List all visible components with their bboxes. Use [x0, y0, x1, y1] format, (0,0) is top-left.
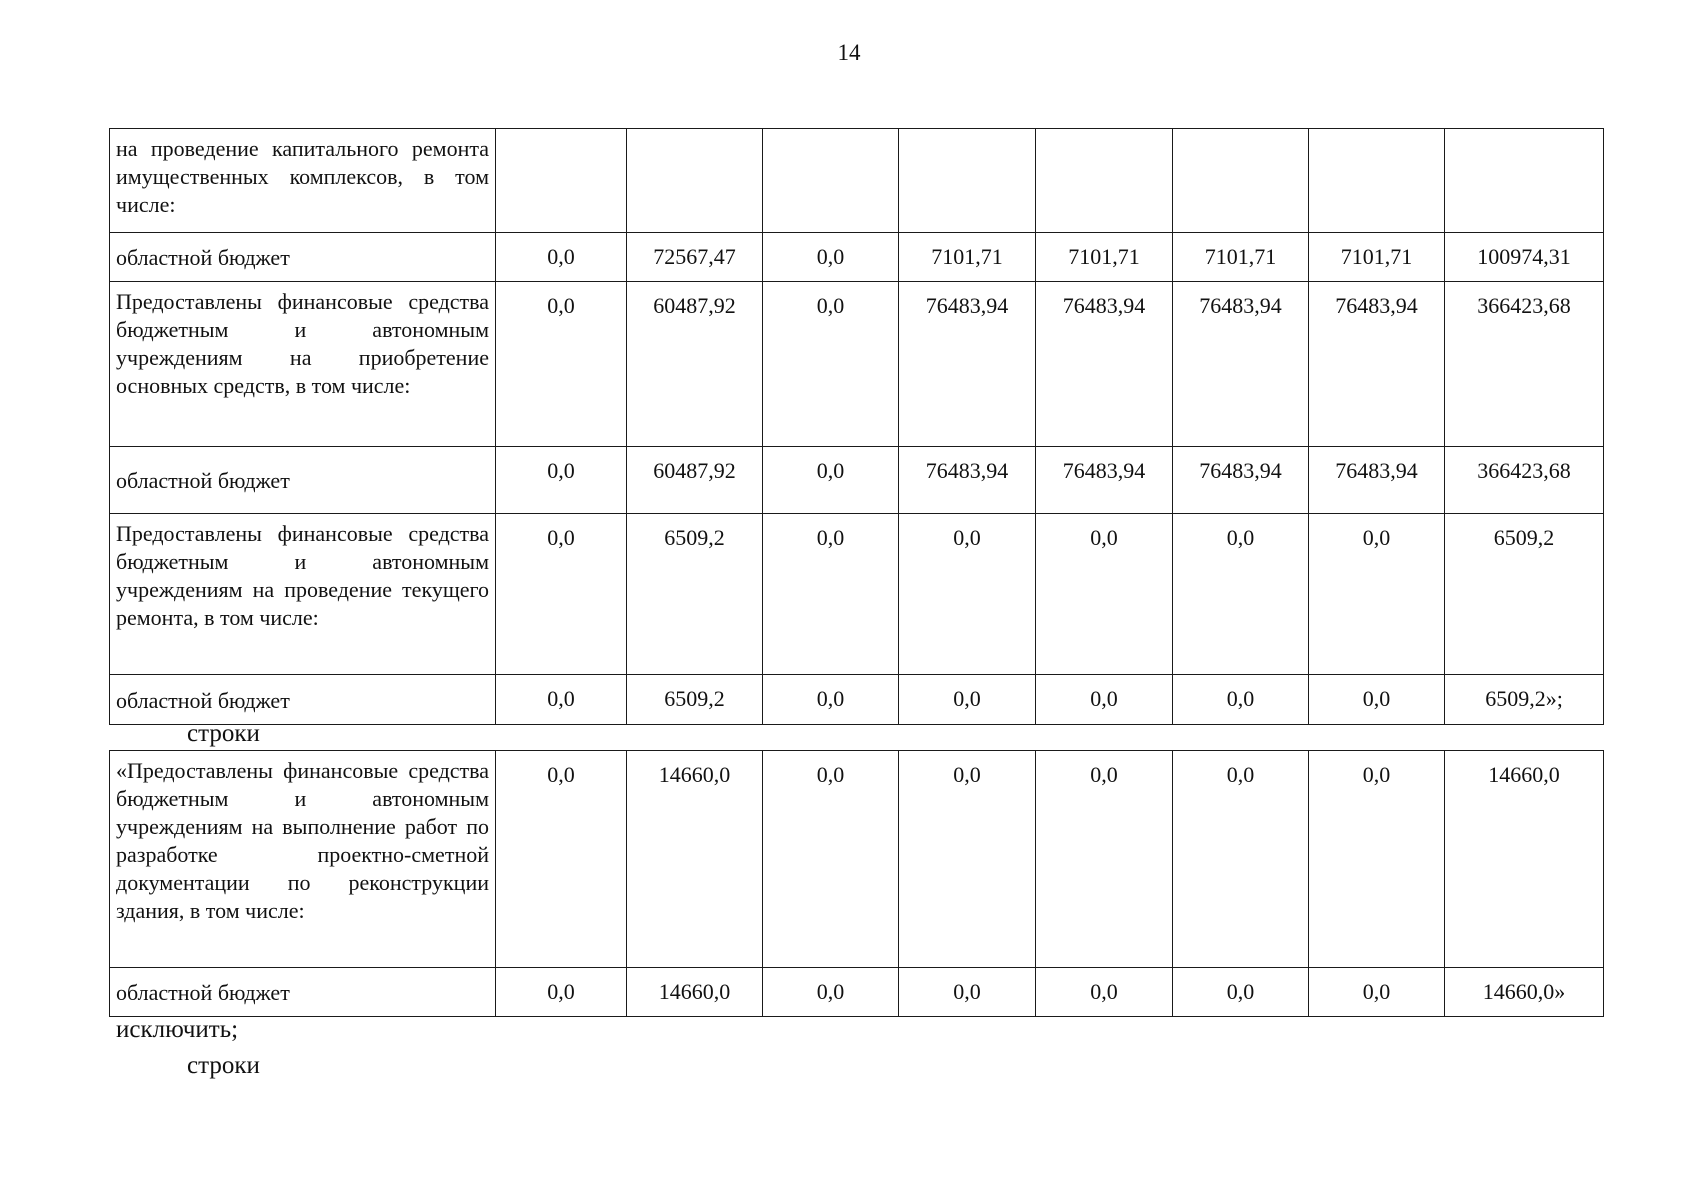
value-cell: 0,0 [1309, 675, 1445, 725]
value-cell [627, 129, 763, 233]
caption-stroki: строки [187, 720, 260, 747]
row-label: областной бюджет [110, 675, 496, 725]
table-row [110, 514, 1604, 675]
value-cell: 0,0 [496, 968, 627, 1017]
value-cell: 76483,94 [1036, 447, 1173, 514]
value-cell: 76483,94 [1173, 282, 1309, 447]
caption-isklyuchit: исключить; [116, 1016, 239, 1043]
budget-table-1-body [110, 129, 1604, 725]
value-cell: 0,0 [1309, 751, 1445, 968]
table-row [110, 282, 1604, 447]
value-cell: 0,0 [496, 282, 627, 447]
value-cell: 6509,2 [627, 675, 763, 725]
value-cell: 14660,0 [627, 751, 763, 968]
table-row [110, 129, 1604, 233]
value-cell: 14660,0 [1445, 751, 1604, 968]
value-cell: 6509,2»; [1445, 675, 1604, 725]
value-cell: 0,0 [496, 233, 627, 282]
value-cell: 7101,71 [1036, 233, 1173, 282]
value-cell: 0,0 [1173, 751, 1309, 968]
value-cell: 0,0 [496, 751, 627, 968]
table-row [110, 968, 1604, 1017]
value-cell [1445, 129, 1604, 233]
value-cell: 0,0 [763, 751, 899, 968]
value-cell: 0,0 [899, 968, 1036, 1017]
value-cell [496, 129, 627, 233]
value-cell: 76483,94 [899, 447, 1036, 514]
value-cell [1173, 129, 1309, 233]
value-cell: 0,0 [1309, 968, 1445, 1017]
value-cell: 366423,68 [1445, 447, 1604, 514]
value-cell [763, 129, 899, 233]
value-cell: 0,0 [1036, 968, 1173, 1017]
value-cell: 0,0 [763, 233, 899, 282]
row-label: Предоставлены финансовые средства бюджетным и автономным учреждениям на проведение текущего ремонта, в том числе: [110, 514, 496, 675]
value-cell: 76483,94 [1309, 447, 1445, 514]
value-cell: 0,0 [496, 447, 627, 514]
value-cell: 7101,71 [1173, 233, 1309, 282]
value-cell: 0,0 [496, 675, 627, 725]
value-cell: 60487,92 [627, 282, 763, 447]
value-cell: 0,0 [763, 514, 899, 675]
value-cell: 0,0 [763, 675, 899, 725]
budget-table-2-body [110, 751, 1604, 1017]
row-label: «Предоставлены финансовые средства бюджетным и автономным учреждениям на выполнение работ по разработке проектно-сметной документации по реконструкции здания, в том числе: [110, 751, 496, 968]
value-cell: 14660,0» [1445, 968, 1604, 1017]
budget-table-2 [109, 750, 1604, 1017]
value-cell: 72567,47 [627, 233, 763, 282]
value-cell: 0,0 [899, 514, 1036, 675]
value-cell: 76483,94 [899, 282, 1036, 447]
page-number: 14 [837, 40, 861, 65]
value-cell [1036, 129, 1173, 233]
value-cell: 6509,2 [627, 514, 763, 675]
table-row [110, 751, 1604, 968]
value-cell: 76483,94 [1173, 447, 1309, 514]
value-cell: 0,0 [899, 675, 1036, 725]
value-cell: 0,0 [1036, 514, 1173, 675]
value-cell: 0,0 [1036, 675, 1173, 725]
row-label: Предоставлены финансовые средства бюджетным и автономным учреждениям на приобретение основных средств, в том числе: [110, 282, 496, 447]
value-cell: 0,0 [1036, 751, 1173, 968]
row-label: областной бюджет [110, 968, 496, 1017]
value-cell: 0,0 [496, 514, 627, 675]
table-row [110, 447, 1604, 514]
row-label: областной бюджет [110, 447, 496, 514]
value-cell: 0,0 [1173, 968, 1309, 1017]
value-cell: 76483,94 [1036, 282, 1173, 447]
value-cell: 7101,71 [899, 233, 1036, 282]
value-cell [899, 129, 1036, 233]
value-cell: 6509,2 [1445, 514, 1604, 675]
table-row [110, 675, 1604, 725]
value-cell: 7101,71 [1309, 233, 1445, 282]
caption-stroki: строки [187, 1052, 260, 1079]
budget-table-1 [109, 128, 1604, 725]
value-cell: 366423,68 [1445, 282, 1604, 447]
value-cell: 0,0 [763, 282, 899, 447]
value-cell: 0,0 [763, 447, 899, 514]
value-cell: 0,0 [1173, 675, 1309, 725]
value-cell: 100974,31 [1445, 233, 1604, 282]
value-cell: 0,0 [1173, 514, 1309, 675]
value-cell: 60487,92 [627, 447, 763, 514]
value-cell: 76483,94 [1309, 282, 1445, 447]
value-cell [1309, 129, 1445, 233]
value-cell: 0,0 [763, 968, 899, 1017]
value-cell: 0,0 [899, 751, 1036, 968]
row-label: областной бюджет [110, 233, 496, 282]
value-cell: 0,0 [1309, 514, 1445, 675]
table-row [110, 233, 1604, 282]
row-label: на проведение капитального ремонта имущественных комплексов, в том числе: [110, 129, 496, 233]
value-cell: 14660,0 [627, 968, 763, 1017]
